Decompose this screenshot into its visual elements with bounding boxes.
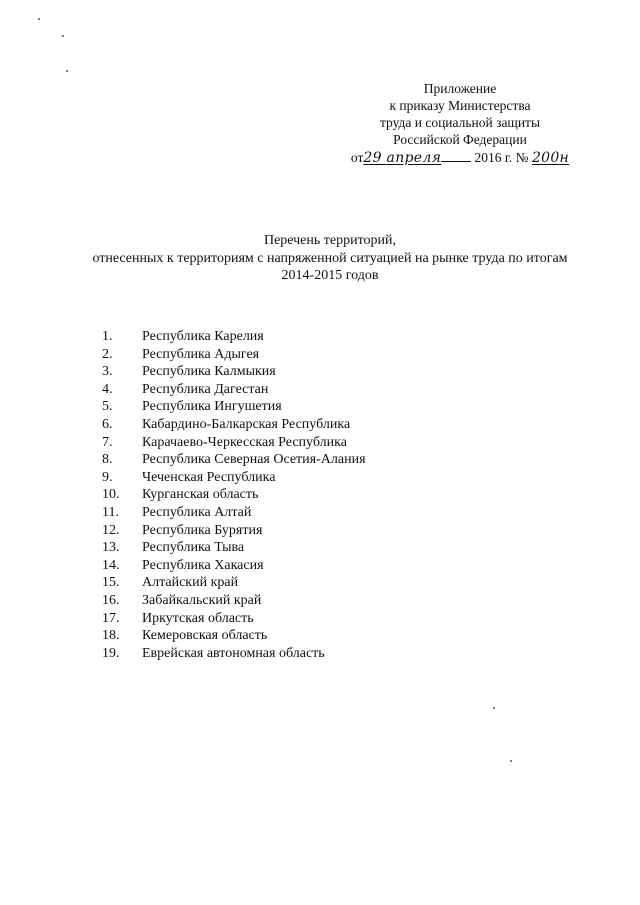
list-item-number: 6. xyxy=(102,416,113,432)
list-item xyxy=(102,522,366,540)
list-item-number: 19. xyxy=(102,645,120,661)
list-item xyxy=(102,557,366,575)
list-item-name: Республика Карелия xyxy=(142,329,264,344)
list-item-name: Еврейская автономная область xyxy=(142,645,325,661)
list-item xyxy=(102,434,366,452)
territory-list xyxy=(102,328,366,662)
list-item-number: 5. xyxy=(102,399,113,415)
list-item xyxy=(102,346,366,364)
list-item-number: 18. xyxy=(102,628,120,644)
list-item-number: 16. xyxy=(102,592,120,608)
list-item-name: Кабардино-Балкарская Республика xyxy=(142,416,351,432)
list-item-name: Иркутская область xyxy=(142,610,254,626)
header-line-order: к приказу Министерства xyxy=(389,98,531,113)
list-item-number: 4. xyxy=(102,381,113,397)
list-item-number: 15. xyxy=(102,575,120,591)
list-item xyxy=(102,328,366,346)
list-item-number: 2. xyxy=(102,346,113,362)
list-item xyxy=(102,592,366,610)
header-line-ministry: труда и социальной защиты xyxy=(379,115,541,130)
list-item-number: 3. xyxy=(102,364,113,380)
list-item-number: 17. xyxy=(102,610,120,626)
handwritten-order-number: 200н xyxy=(531,150,570,166)
list-item xyxy=(102,645,366,663)
list-item xyxy=(102,398,366,416)
list-item xyxy=(102,504,366,522)
title-line-1: Перечень территорий, xyxy=(263,233,397,248)
handwritten-date: 29 апреля xyxy=(363,150,442,166)
list-item-number: 10. xyxy=(102,487,120,503)
list-item-name: Кемеровская область xyxy=(142,628,268,644)
list-item-name: Республика Калмыкия xyxy=(142,364,276,380)
list-item-name: Курганская область xyxy=(142,487,259,503)
list-item-name: Республика Ингушетия xyxy=(142,399,282,415)
list-item-name: Республика Алтай xyxy=(142,504,252,520)
list-item-name: Республика Хакасия xyxy=(142,557,264,573)
list-item-number: 11. xyxy=(102,504,119,520)
list-item xyxy=(102,363,366,381)
list-item-number: 13. xyxy=(102,540,120,556)
list-item-name: Чеченская Республика xyxy=(142,469,276,485)
list-item xyxy=(102,451,366,469)
list-item-number: 12. xyxy=(102,522,120,538)
list-item-number: 14. xyxy=(102,557,120,573)
list-item-name: Республика Тыва xyxy=(142,540,245,556)
order-date-line xyxy=(330,149,590,167)
document-title xyxy=(40,232,620,285)
list-item-name: Республика Адыгея xyxy=(142,346,260,362)
title-line-3: 2014-2015 годов xyxy=(281,268,379,283)
list-item-name: Республика Дагестан xyxy=(142,381,269,397)
list-item-number: 8. xyxy=(102,452,113,468)
list-item xyxy=(102,469,366,487)
list-item xyxy=(102,381,366,399)
list-item xyxy=(102,574,366,592)
list-item-number: 1. xyxy=(102,329,113,344)
list-item xyxy=(102,539,366,557)
date-prefix: от xyxy=(350,150,364,165)
list-item xyxy=(102,610,366,628)
date-blank-line xyxy=(441,149,471,162)
header-line-federation: Российской Федерации xyxy=(393,132,527,147)
header-line-appendix: Приложение xyxy=(423,81,497,96)
list-item-name: Алтайский край xyxy=(142,575,239,591)
year-and-number-label: 2016 г. № xyxy=(474,150,529,165)
list-item xyxy=(102,486,366,504)
list-item-name: Карачаево-Черкесская Республика xyxy=(142,434,347,450)
appendix-header xyxy=(330,80,590,167)
list-item-name: Республика Северная Осетия-Алания xyxy=(142,452,366,468)
title-line-2: отнесенных к территориям с напряженной ситуацией на рынке труда по итогам xyxy=(92,250,568,266)
list-item xyxy=(102,416,366,434)
list-item-name: Республика Бурятия xyxy=(142,522,263,538)
list-item-name: Забайкальский край xyxy=(142,592,262,608)
list-item xyxy=(102,627,366,645)
list-item-number: 7. xyxy=(102,434,113,450)
list-item-number: 9. xyxy=(102,469,113,485)
